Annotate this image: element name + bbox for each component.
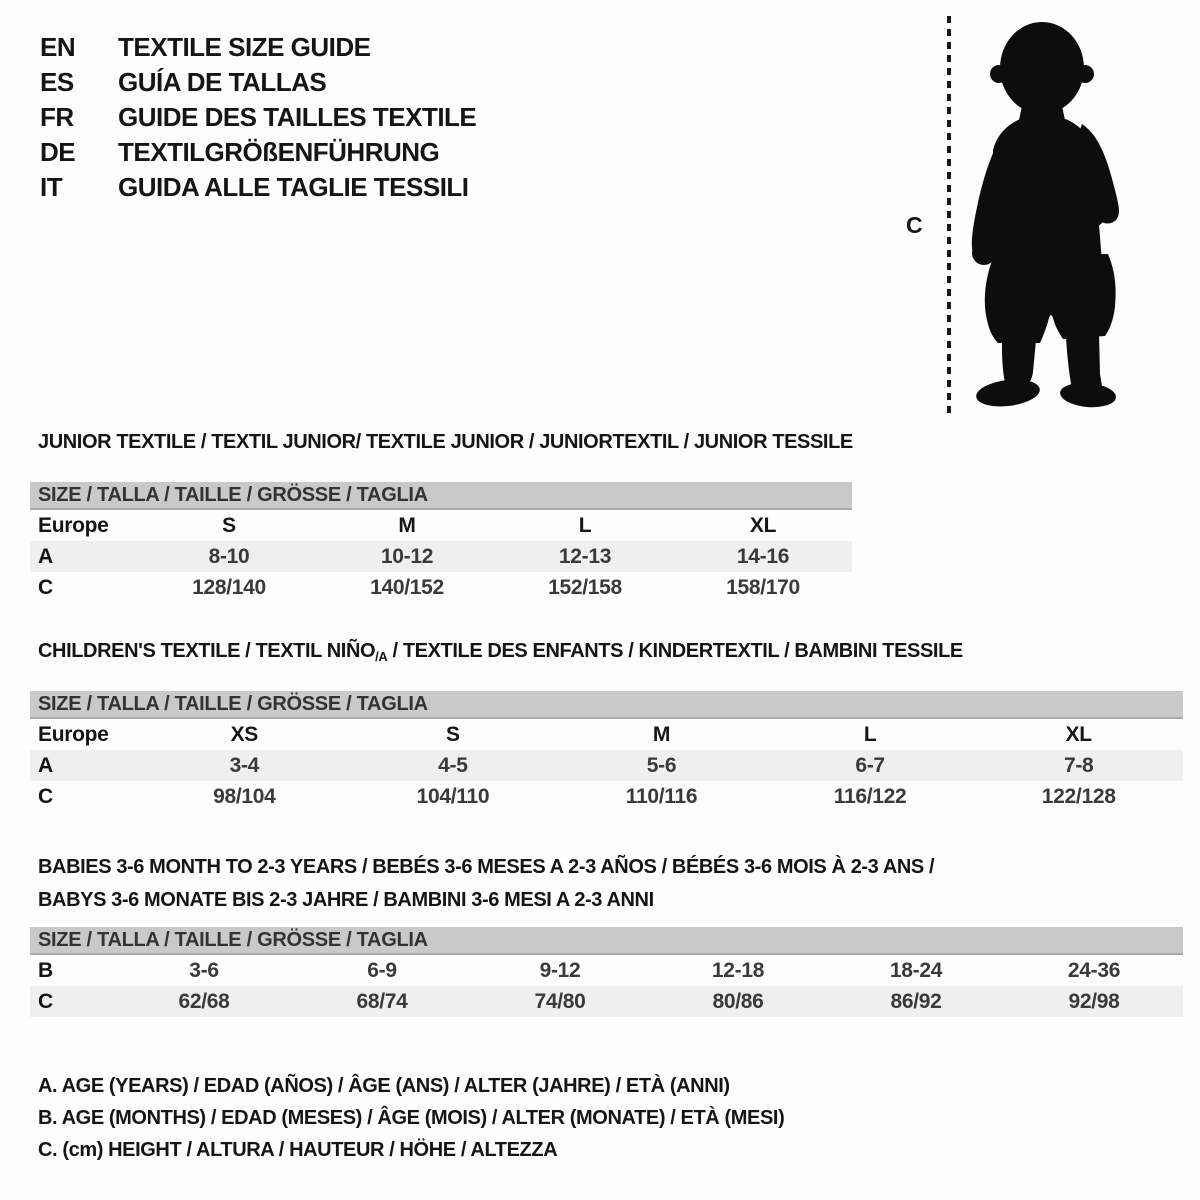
junior-cell: 152/158 [548, 575, 622, 599]
lang-code-en: EN [40, 32, 76, 62]
children-region-label: Europe [38, 722, 109, 746]
junior-size-header-bar [30, 482, 852, 510]
babies-cell: 6-9 [367, 958, 397, 982]
children-cell: 98/104 [213, 784, 276, 808]
children-size-table [30, 691, 1183, 812]
language-title-block [40, 30, 476, 205]
children-cell: 110/116 [625, 784, 698, 808]
height-measure-label: C [906, 212, 923, 238]
children-heading-suffix: / TEXTILE DES ENFANTS / KINDERTEXTIL / BAMBINI TESSILE [387, 640, 963, 662]
babies-cell: 12-18 [711, 958, 765, 982]
junior-col-l: L [578, 513, 592, 537]
children-col-xl: XL [1065, 722, 1092, 746]
junior-section-heading: JUNIOR TEXTILE / TEXTIL JUNIOR/ TEXTILE JUNIOR / JUNIORTEXTIL / JUNIOR TESSILE [38, 431, 853, 453]
junior-row-c-label: C [38, 575, 53, 599]
junior-col-m: M [398, 513, 416, 537]
lang-row-fr [40, 100, 476, 135]
junior-region-label: Europe [38, 513, 109, 537]
junior-cell: 14-16 [736, 544, 790, 568]
babies-size-header-bar [30, 927, 1183, 955]
children-heading-prefix: CHILDREN'S TEXTILE / TEXTIL NIÑO [38, 640, 376, 662]
junior-cell: 140/152 [370, 575, 444, 599]
children-cell: 5-6 [646, 753, 677, 777]
junior-col-s: S [222, 513, 236, 537]
children-col-s: S [446, 722, 460, 746]
lang-title-es: GUÍA DE TALLAS [118, 67, 327, 97]
babies-heading-line1: BABIES 3-6 MONTH TO 2-3 YEARS / BEBÉS 3-6 MESES A 2-3 AÑOS / BÉBÉS 3-6 MOIS À 2-3 ANS / [38, 856, 935, 878]
junior-size-table [30, 482, 852, 603]
lang-title-de: TEXTILGRÖßENFÜHRUNG [118, 137, 440, 167]
babies-row-c-label: C [38, 989, 53, 1013]
children-section-heading [38, 640, 963, 664]
lang-code-fr: FR [40, 102, 74, 132]
junior-row-a [30, 541, 852, 572]
babies-size-table [30, 927, 1183, 1017]
lang-code-es: ES [40, 67, 74, 97]
junior-cell: 158/170 [726, 575, 800, 599]
babies-cell: 74/80 [534, 989, 586, 1013]
children-col-xs: XS [230, 722, 258, 746]
babies-cell: 80/86 [712, 989, 764, 1013]
children-row-a [30, 750, 1183, 781]
children-size-header-bar [30, 691, 1183, 719]
babies-cell: 24-36 [1067, 958, 1121, 982]
babies-cell: 62/68 [178, 989, 230, 1013]
children-row-c-label: C [38, 784, 53, 808]
babies-heading-line2: BABYS 3-6 MONATE BIS 2-3 JAHRE / BAMBINI 3-6 MESI A 2-3 ANNI [38, 889, 654, 911]
toddler-silhouette-icon [962, 12, 1142, 412]
children-heading-sub: /A [375, 649, 388, 664]
legend-line-c: C. (cm) HEIGHT / ALTURA / HAUTEUR / HÖHE / ALTEZZA [38, 1139, 558, 1161]
children-columns-row [30, 719, 1183, 750]
junior-row-c [30, 572, 852, 603]
babies-row-b-label: B [38, 958, 53, 982]
babies-row-c [30, 986, 1183, 1017]
babies-size-header-label: SIZE / TALLA / TAILLE / GRÖSSE / TAGLIA [38, 928, 428, 951]
babies-section-heading [38, 851, 934, 917]
lang-row-de [40, 135, 476, 170]
measurement-legend [38, 1070, 784, 1166]
lang-code-de: DE [40, 137, 76, 167]
children-cell: 104/110 [416, 784, 490, 808]
lang-row-es [40, 65, 476, 100]
children-cell: 6-7 [855, 753, 885, 777]
babies-cell: 68/74 [356, 989, 408, 1013]
babies-cell: 9-12 [539, 958, 581, 982]
height-dashed-line [947, 16, 951, 418]
junior-cell: 12-13 [558, 544, 612, 568]
lang-title-it: GUIDA ALLE TAGLIE TESSILI [118, 172, 469, 202]
children-col-l: L [863, 722, 877, 746]
junior-row-a-label: A [38, 544, 53, 568]
children-size-header-label: SIZE / TALLA / TAILLE / GRÖSSE / TAGLIA [38, 692, 428, 715]
babies-row-b [30, 955, 1183, 986]
junior-size-header-label: SIZE / TALLA / TAILLE / GRÖSSE / TAGLIA [38, 483, 428, 506]
junior-cell: 128/140 [192, 575, 266, 599]
children-row-a-label: A [38, 753, 53, 777]
lang-title-fr: GUIDE DES TAILLES TEXTILE [118, 102, 477, 132]
junior-cell: 10-12 [380, 544, 434, 568]
children-cell: 122/128 [1041, 784, 1116, 808]
legend-line-b: B. AGE (MONTHS) / EDAD (MESES) / ÂGE (MOIS) / ALTER (MONATE) / ETÀ (MESI) [38, 1107, 785, 1129]
junior-col-xl: XL [749, 513, 777, 537]
junior-cell: 8-10 [208, 544, 250, 568]
children-cell: 7-8 [1063, 753, 1094, 777]
children-cell: 4-5 [438, 753, 468, 777]
lang-row-it [40, 170, 476, 205]
babies-cell: 18-24 [889, 958, 943, 982]
lang-code-it: IT [40, 172, 63, 202]
babies-cell: 92/98 [1068, 989, 1120, 1013]
children-col-m: M [652, 722, 671, 746]
children-cell: 116/122 [833, 784, 907, 808]
junior-columns-row [30, 510, 852, 541]
legend-line-a: A. AGE (YEARS) / EDAD (AÑOS) / ÂGE (ANS) / ALTER (JAHRE) / ETÀ (ANNI) [38, 1075, 730, 1097]
children-row-c [30, 781, 1183, 812]
lang-title-en: TEXTILE SIZE GUIDE [118, 32, 371, 62]
children-cell: 3-4 [229, 753, 260, 777]
babies-cell: 3-6 [189, 958, 219, 982]
babies-cell: 86/92 [890, 989, 942, 1013]
lang-row-en [40, 30, 476, 65]
